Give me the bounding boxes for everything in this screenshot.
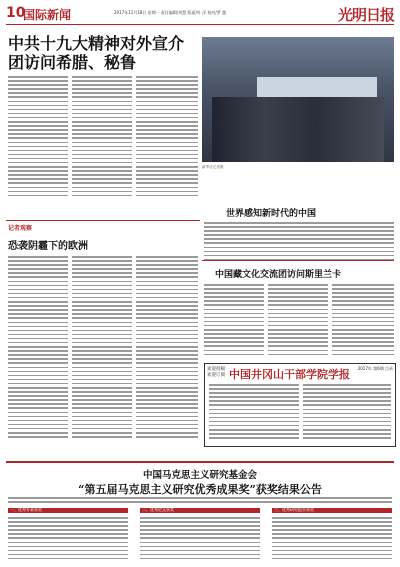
ad-side-text: 2017年 第6期 目录 <box>357 366 393 371</box>
tibet-body-col-1 <box>204 284 264 358</box>
announcement-intro <box>8 497 392 505</box>
lead-headline: 中共十九大精神对外宣介团访问希腊、秘鲁 <box>8 34 185 72</box>
category-label: 二、优秀论文获奖 <box>142 507 174 512</box>
announcement-list-col-1 <box>8 517 128 562</box>
ad-title: 中国井冈山干部学院学报 <box>229 368 350 381</box>
tibet-body-col-3 <box>332 284 394 358</box>
lead-body-col-1 <box>8 76 68 199</box>
tibet-body-col-2 <box>268 284 328 358</box>
dateline: 2017年11月18日 星期一 责任编辑/刘慧 版面/叶 洋 校对/罗 越 <box>114 10 227 15</box>
ad-contents <box>303 384 391 441</box>
essay-tag: 记者观察 <box>8 225 33 232</box>
category-label: 一、优秀专著获奖 <box>10 507 42 512</box>
news-photo <box>202 37 394 162</box>
announcement-list-col-3 <box>272 517 392 562</box>
journal-ad <box>204 363 396 447</box>
category-label: 三、优秀研究报告获奖 <box>274 507 314 512</box>
announcement-title: “第五届马克思主义研究优秀成果奖”获奖结果公告 <box>78 483 322 496</box>
announcement-category-bar <box>140 508 260 513</box>
announcement-category-bar <box>8 508 128 513</box>
photo-caption: 新华社记者摄 <box>202 165 224 169</box>
page-header <box>6 4 394 25</box>
photo-people-shape <box>212 97 384 162</box>
ad-left-text: 欢迎投稿 欢迎订阅 <box>207 367 225 378</box>
essay-body-col-1 <box>8 256 68 440</box>
tibet-headline: 中国藏文化交流团访问斯里兰卡 <box>215 270 342 280</box>
lead-body-col-2 <box>72 76 132 199</box>
section-rule <box>6 220 200 221</box>
world-body <box>204 222 394 263</box>
announcement-organizer: 中国马克思主义研究基金会 <box>142 470 257 481</box>
lead-body-col-3 <box>136 76 198 199</box>
announcement-category-bar <box>272 508 392 513</box>
announcement-list-col-2 <box>140 517 260 562</box>
section-rule <box>202 260 394 261</box>
essay-body-col-2 <box>72 256 132 440</box>
section-title: 国际新闻 <box>23 8 72 22</box>
announcement-rule <box>6 461 394 463</box>
page-number: 10 <box>6 5 26 21</box>
essay-body-col-3 <box>136 256 198 440</box>
essay-headline: 恐袭阴霾下的欧洲 <box>8 241 88 252</box>
world-headline: 世界感知新时代的中国 <box>226 209 317 219</box>
ad-contents <box>209 384 299 441</box>
masthead-logo: 光明日报 <box>337 6 394 24</box>
